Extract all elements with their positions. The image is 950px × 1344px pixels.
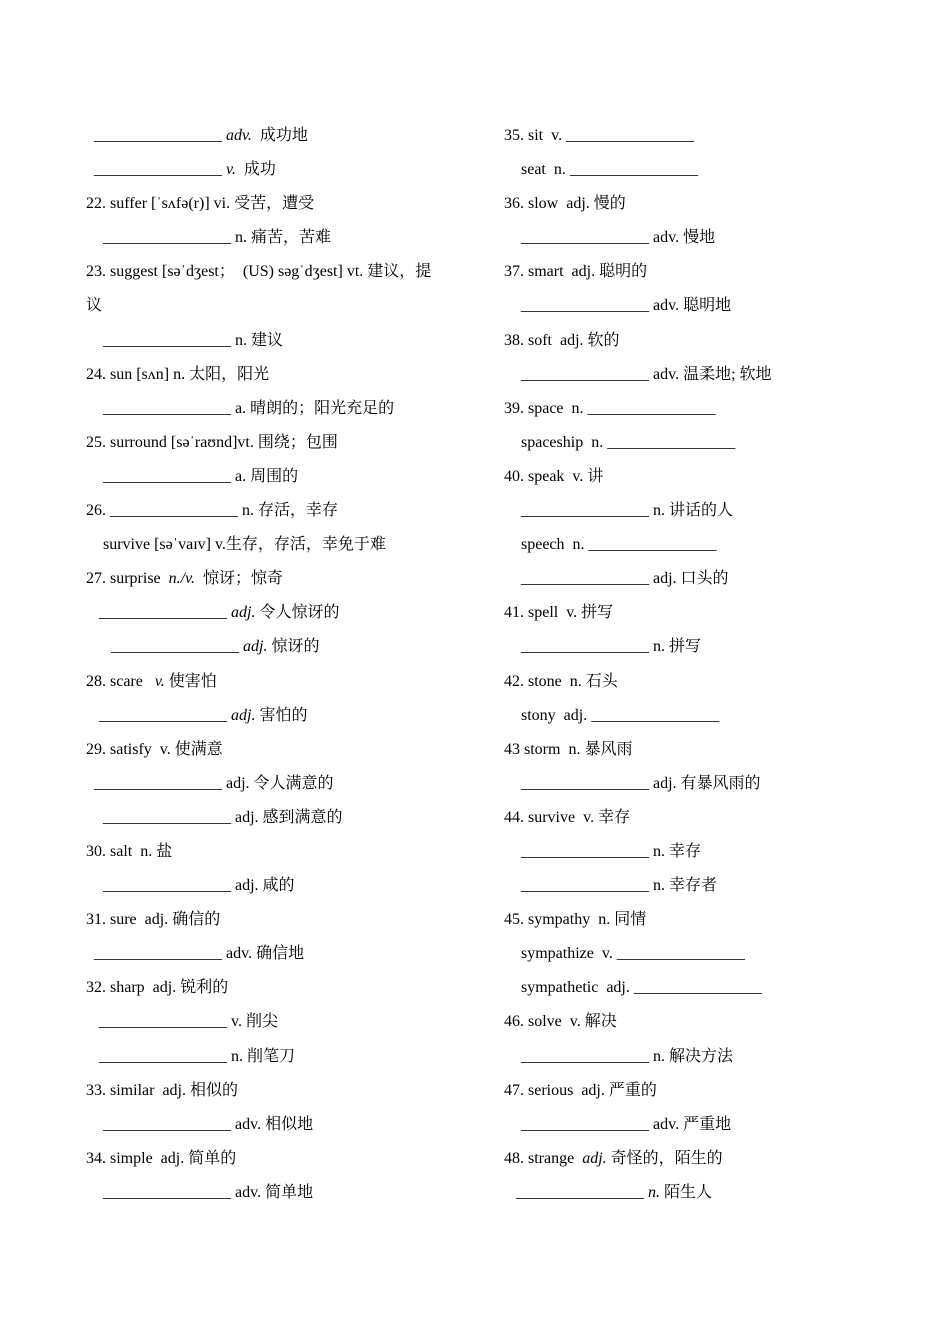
answer-blank[interactable]	[103, 226, 231, 250]
line-text: adj. 口头的	[649, 570, 729, 588]
right-line	[504, 601, 924, 635]
answer-blank[interactable]	[110, 499, 238, 523]
answer-blank[interactable]	[634, 976, 762, 1000]
part-of-speech: adj.	[231, 706, 256, 724]
line-text: 46. solve v. 解决	[504, 1013, 617, 1031]
right-line	[504, 192, 924, 226]
line-text: 成功地	[251, 127, 308, 144]
right-line	[504, 908, 924, 942]
part-of-speech: adj.	[243, 638, 268, 656]
answer-blank[interactable]	[521, 363, 649, 387]
line-text: 41. spell v. 拼写	[504, 604, 614, 622]
line-text: 成功	[235, 161, 276, 179]
line-text: n. 建议	[231, 331, 284, 349]
line-text: adv. 简单地	[231, 1183, 314, 1201]
right-line	[504, 1010, 924, 1044]
line-text: 22. suffer [ˈsʌfə(r)] vi. 受苦，遭受	[86, 195, 315, 213]
answer-blank[interactable]	[103, 329, 231, 353]
left-line	[86, 601, 466, 635]
line-text: 23. suggest [səˈdʒest； (US) səgˈdʒest] vt. 建议，提	[86, 263, 432, 281]
answer-blank[interactable]	[521, 1045, 649, 1069]
left-line	[86, 226, 466, 260]
right-line	[504, 226, 924, 260]
line-text: 42. stone n. 石头	[504, 672, 618, 690]
line-text: 31. sure adj. 确信的	[86, 911, 221, 929]
line-text: 35. sit v.	[504, 127, 567, 144]
right-line	[504, 1079, 924, 1113]
part-of-speech: v.	[226, 161, 236, 179]
line-text: 43 storm n. 暴风雨	[504, 740, 633, 758]
line-text: n. 拼写	[649, 638, 702, 656]
answer-blank[interactable]	[566, 124, 694, 148]
left-line	[86, 192, 466, 226]
line-text: n. 存活，幸存	[238, 502, 339, 520]
line-text: speech n.	[521, 536, 589, 554]
answer-blank[interactable]	[99, 704, 227, 728]
left-line	[86, 908, 466, 942]
left-line	[86, 431, 466, 465]
line-text: 40. speak v. 讲	[504, 467, 604, 485]
line-text: 24. sun [sʌn] n. 太阳，阳光	[86, 365, 270, 383]
line-text: 惊讶的	[267, 638, 320, 656]
line-text: 48. strange	[504, 1149, 583, 1167]
left-line	[86, 124, 466, 158]
line-text: adv. 慢地	[649, 229, 716, 247]
part-of-speech: v.	[154, 672, 165, 690]
line-text: adv. 严重地	[649, 1115, 732, 1133]
line-text: 惊讶；惊奇	[195, 570, 284, 588]
line-text: 37. smart adj. 聪明的	[504, 263, 648, 281]
answer-blank[interactable]	[591, 704, 719, 728]
line-text: sympathize v.	[521, 945, 617, 963]
answer-blank[interactable]	[521, 635, 649, 659]
line-text: n. 幸存者	[649, 877, 718, 895]
line-text: adj. 令人满意的	[222, 774, 334, 792]
part-of-speech: n.	[648, 1183, 660, 1201]
line-text: 27. surprise	[86, 570, 169, 588]
left-line	[86, 1010, 466, 1044]
right-line	[504, 329, 924, 363]
line-text: a. 周围的	[231, 467, 299, 485]
left-line	[86, 942, 466, 976]
line-text: adj. 感到满意的	[231, 808, 343, 826]
right-line	[504, 738, 924, 772]
answer-blank[interactable]	[99, 1045, 227, 1069]
part-of-speech: adj.	[582, 1149, 607, 1167]
right-line	[504, 772, 924, 806]
right-line	[504, 1181, 924, 1215]
line-text: adv. 聪明地	[649, 297, 732, 315]
right-line	[504, 1147, 924, 1181]
right-line	[504, 465, 924, 499]
line-text: adj. 有暴风雨的	[649, 774, 761, 792]
line-text: 议	[86, 297, 103, 315]
left-line	[86, 1113, 466, 1147]
right-line	[504, 670, 924, 704]
left-line	[86, 397, 466, 431]
line-text: 30. salt n. 盐	[86, 842, 173, 860]
right-line	[504, 874, 924, 908]
line-text: n. 痛苦，苦难	[231, 229, 332, 247]
right-line	[504, 294, 924, 328]
answer-blank[interactable]	[607, 431, 735, 455]
right-line	[504, 635, 924, 669]
line-text: v. 削尖	[227, 1013, 278, 1031]
right-line	[504, 499, 924, 533]
left-line	[86, 635, 466, 669]
line-text: 32. sharp adj. 锐利的	[86, 979, 229, 997]
left-line	[86, 1045, 466, 1079]
answer-blank[interactable]	[94, 772, 222, 796]
line-text: 33. similar adj. 相似的	[86, 1081, 238, 1099]
line-text: adv. 温柔地; 软地	[649, 365, 772, 383]
left-line	[86, 465, 466, 499]
answer-blank[interactable]	[103, 806, 231, 830]
left-line	[86, 260, 466, 294]
left-line	[86, 772, 466, 806]
answer-blank[interactable]	[521, 1113, 649, 1137]
left-line	[86, 874, 466, 908]
right-line	[504, 806, 924, 840]
answer-blank[interactable]	[521, 840, 649, 864]
answer-blank[interactable]	[103, 397, 231, 421]
line-text: 45. sympathy n. 同情	[504, 911, 647, 929]
left-line	[86, 976, 466, 1010]
line-text: 34. simple adj. 简单的	[86, 1149, 237, 1167]
line-text: 奇怪的，陌生的	[606, 1149, 723, 1167]
line-text: adv. 相似地	[231, 1115, 314, 1133]
answer-blank[interactable]	[94, 158, 222, 182]
answer-blank[interactable]	[570, 158, 698, 182]
line-text: 陌生人	[660, 1183, 713, 1201]
line-text: 28. scare	[86, 672, 155, 690]
right-line	[504, 431, 924, 465]
line-text: 44. survive v. 幸存	[504, 808, 631, 826]
line-text: n. 削笔刀	[227, 1047, 296, 1065]
line-text: survive [səˈvaɪv] v.生存，存活，幸免于难	[103, 536, 386, 554]
line-text: a. 晴朗的；阳光充足的	[231, 399, 395, 417]
left-line	[86, 1181, 466, 1215]
answer-blank[interactable]	[111, 635, 239, 659]
right-line	[504, 704, 924, 738]
answer-blank[interactable]	[521, 567, 649, 591]
right-line	[504, 1113, 924, 1147]
answer-blank[interactable]	[617, 942, 745, 966]
left-line	[86, 329, 466, 363]
answer-blank[interactable]	[103, 1113, 231, 1137]
answer-blank[interactable]	[521, 294, 649, 318]
left-line	[86, 1147, 466, 1181]
answer-blank[interactable]	[94, 942, 222, 966]
part-of-speech: n./v.	[168, 570, 196, 588]
right-line	[504, 1045, 924, 1079]
left-line	[86, 567, 466, 601]
answer-blank[interactable]	[516, 1181, 644, 1205]
answer-blank[interactable]	[521, 772, 649, 796]
answer-blank[interactable]	[588, 397, 716, 421]
line-text: spaceship n.	[521, 433, 608, 451]
line-text: adj. 咸的	[231, 877, 295, 895]
line-text: adv. 确信地	[222, 945, 305, 963]
line-text: 25. surround [səˈraʊnd]vt. 围绕；包围	[86, 433, 338, 451]
line-text: seat n.	[521, 161, 570, 179]
right-line	[504, 124, 924, 158]
line-text: 47. serious adj. 严重的	[504, 1081, 657, 1099]
left-line	[86, 294, 466, 328]
line-text: 38. soft adj. 软的	[504, 331, 620, 349]
left-line	[86, 704, 466, 738]
left-column	[86, 124, 466, 1215]
right-line	[504, 260, 924, 294]
left-line	[86, 806, 466, 840]
answer-blank[interactable]	[99, 1010, 227, 1034]
line-text: stony adj.	[521, 706, 592, 724]
answer-blank[interactable]	[103, 874, 231, 898]
answer-blank[interactable]	[99, 601, 227, 625]
left-line	[86, 363, 466, 397]
left-line	[86, 1079, 466, 1113]
right-line	[504, 363, 924, 397]
line-text: sympathetic adj.	[521, 979, 634, 997]
part-of-speech: adj.	[231, 604, 256, 622]
answer-blank[interactable]	[521, 499, 649, 523]
right-line	[504, 840, 924, 874]
left-line	[86, 738, 466, 772]
right-line	[504, 567, 924, 601]
left-line	[86, 533, 466, 567]
answer-blank[interactable]	[103, 465, 231, 489]
right-line	[504, 976, 924, 1010]
line-text: n. 幸存	[649, 842, 702, 860]
line-text: n. 解决方法	[649, 1047, 734, 1065]
right-line	[504, 158, 924, 192]
line-text: n. 讲话的人	[649, 502, 734, 520]
answer-blank[interactable]	[589, 533, 717, 557]
left-line	[86, 499, 466, 533]
answer-blank[interactable]	[521, 874, 649, 898]
answer-blank[interactable]	[94, 124, 222, 148]
answer-blank[interactable]	[521, 226, 649, 250]
left-line	[86, 158, 466, 192]
right-line	[504, 397, 924, 431]
right-column	[504, 124, 924, 1215]
line-text: 使害怕	[164, 672, 217, 690]
right-line	[504, 942, 924, 976]
line-text: 39. space n.	[504, 399, 588, 417]
part-of-speech: adv.	[226, 127, 252, 144]
line-text: 26.	[86, 502, 110, 520]
left-line	[86, 840, 466, 874]
right-line	[504, 533, 924, 567]
line-text: 29. satisfy v. 使满意	[86, 740, 223, 758]
line-text: 害怕的	[255, 706, 308, 724]
answer-blank[interactable]	[103, 1181, 231, 1205]
line-text: 令人惊讶的	[255, 604, 340, 622]
left-line	[86, 670, 466, 704]
line-text: 36. slow adj. 慢的	[504, 195, 626, 213]
